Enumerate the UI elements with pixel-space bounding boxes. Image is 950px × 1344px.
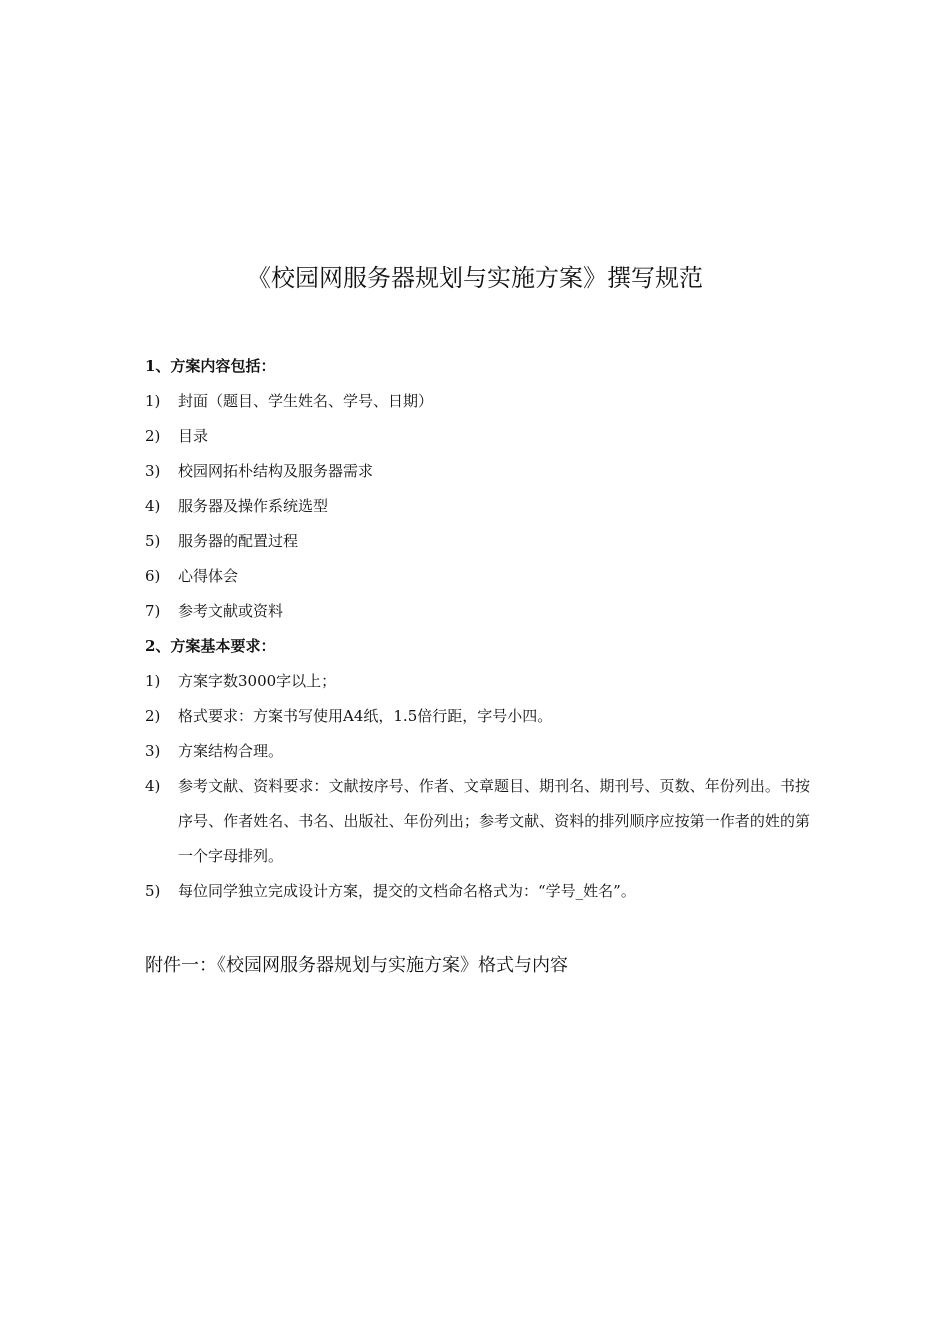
list-item <box>145 384 810 419</box>
list-item-number: 4) <box>145 777 161 795</box>
list-item-text: 服务器的配置过程 <box>178 532 299 550</box>
list-item-text: 每位同学独立完成设计方案，提交的文档命名格式为：“学号_姓名”。 <box>178 882 636 900</box>
document-body <box>145 349 810 909</box>
appendix-heading: 附件一：《校园网服务器规划与实施方案》格式与内容 <box>145 955 568 976</box>
list-item-text: 心得体会 <box>178 567 239 585</box>
list-item-number: 4) <box>145 497 161 515</box>
list-item-number: 1) <box>145 392 161 410</box>
list-item <box>145 594 810 629</box>
list-item <box>145 489 810 524</box>
section-heading-requirements: 2、方案基本要求： <box>145 637 276 655</box>
list-item <box>145 419 810 454</box>
list-item-number: 5) <box>145 532 161 550</box>
list-item-text: 校园网拓朴结构及服务器需求 <box>178 462 374 480</box>
list-item-number: 7) <box>145 602 161 620</box>
list-item-text: 方案字数3000字以上； <box>178 672 337 690</box>
list-item <box>145 874 810 909</box>
list-item-text: 参考文献或资料 <box>178 602 284 620</box>
list-item-number: 6) <box>145 567 161 585</box>
document-title: 《校园网服务器规划与实施方案》撰写规范 <box>247 264 703 292</box>
list-item-text: 封面（题目、学生姓名、学号、日期） <box>178 392 434 410</box>
list-item-text: 参考文献、资料要求：文献按序号、作者、文章题目、期刊名、期刊号、页数、年份列出。书按序号、作者姓名、书名、出版社、年份列出；参考文献、资料的排列顺序应按第一作者的姓的第一个字母排列。 <box>178 777 810 865</box>
list-item <box>145 699 810 734</box>
list-item-text: 格式要求：方案书写使用A4纸，1.5倍行距，字号小四。 <box>178 707 553 725</box>
list-item <box>145 559 810 594</box>
list-item-number: 5) <box>145 882 161 900</box>
list-item <box>145 454 810 489</box>
list-item <box>145 524 810 559</box>
list-item <box>145 734 810 769</box>
list-item <box>145 769 810 874</box>
list-item-number: 3) <box>145 462 161 480</box>
list-item-number: 1) <box>145 672 161 690</box>
list-item-text: 目录 <box>178 427 209 445</box>
list-item-number: 2) <box>145 427 161 445</box>
list-item <box>145 664 810 699</box>
list-item-text: 服务器及操作系统选型 <box>178 497 329 515</box>
list-item-text: 方案结构合理。 <box>178 742 284 760</box>
list-item-number: 3) <box>145 742 161 760</box>
section-heading-contents: 1、方案内容包括： <box>145 357 276 375</box>
list-item-number: 2) <box>145 707 161 725</box>
